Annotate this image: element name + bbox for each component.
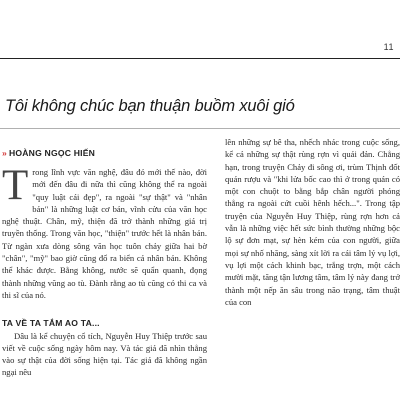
- header-rule: [0, 58, 400, 59]
- title-divider: [0, 128, 400, 129]
- page-number: 11: [383, 42, 394, 52]
- author-name: HOÀNG NGỌC HIẾN: [8, 148, 96, 158]
- intro-paragraph: [2, 162, 207, 301]
- section-heading: TA VỀ TA TẮM AO TA...: [2, 318, 100, 329]
- intro-text: rong lĩnh vực văn nghệ, đâu đó mới thế nào, đời mới đến đâu đi nữa thì cũng không thể ra ngoài "quy luật cái đẹp", ra ngoài "sự thật" và "nhân bản" là những luật cơ bản, vĩnh cửu của văn học nghệ thuật. Chân, mỹ, thiện đã trở thành những giá trị truyền thống. Trong văn học, "thiện" trước hết là nhân bản. Từ ngàn xưa dòng sông văn học tuôn chảy giữa hai bờ "chân", "mỹ" bao giờ cũng đổ ra biển cả nhân bản. Không thể khác được. Bằng không, nước sẽ quẩn quanh, đọng thành những vũng ao tù. Đành rằng ao tù cũng có thi ca và thi sĩ của nó.: [2, 167, 207, 300]
- author-marker: »: [2, 148, 7, 158]
- section-paragraph: Dâu là kể chuyện cổ tích, Nguyễn Huy Thiệp trước sau viết về cuộc sống ngày hôm nay. Và tác giả đã nhìn thẳng vào sự thật của đời sống hiện tại. Tác giả đã không ngần ngại nêu: [2, 330, 207, 378]
- article-title: Tôi không chúc bạn thuận buồm xuôi gió: [5, 97, 295, 115]
- left-column: [2, 162, 207, 379]
- author-byline: [2, 148, 95, 158]
- right-column-paragraph: lên những sự bê tha, nhếch nhác trong cuộc sống, kể cả những sự thật rùng rợn vì quái đản. Chẳng hạn, trong truyện Chảy đi sông ơi, trùm Thịnh đốt quán rượu và "khi lửa bốc cao thì ở trong quán có một con chuột to bằng bắp chân người phóng thẳng ra ngoài cứt cuồi hênh hếch...". Trong tập truyện của Nguyễn Huy Thiệp, rùng rợn hơn cả vẫn là những việc hết sức bình thường những bộc lộ sự đơn mạt, sự hèn kém của con người, giữa mọi sự nhố nhăng, sàng xít lời ra cái tâm lý vụ lợi, vụ lợi một cách khinh bạc, trắng trợn, một cách mười mặt, tăng tận lương tâm, tâm lý này đang trở thành một nếp ăn sâu trong não trạng, tâm thuật của con: [225, 137, 400, 307]
- drop-cap: T: [2, 162, 29, 209]
- right-column: [225, 136, 400, 308]
